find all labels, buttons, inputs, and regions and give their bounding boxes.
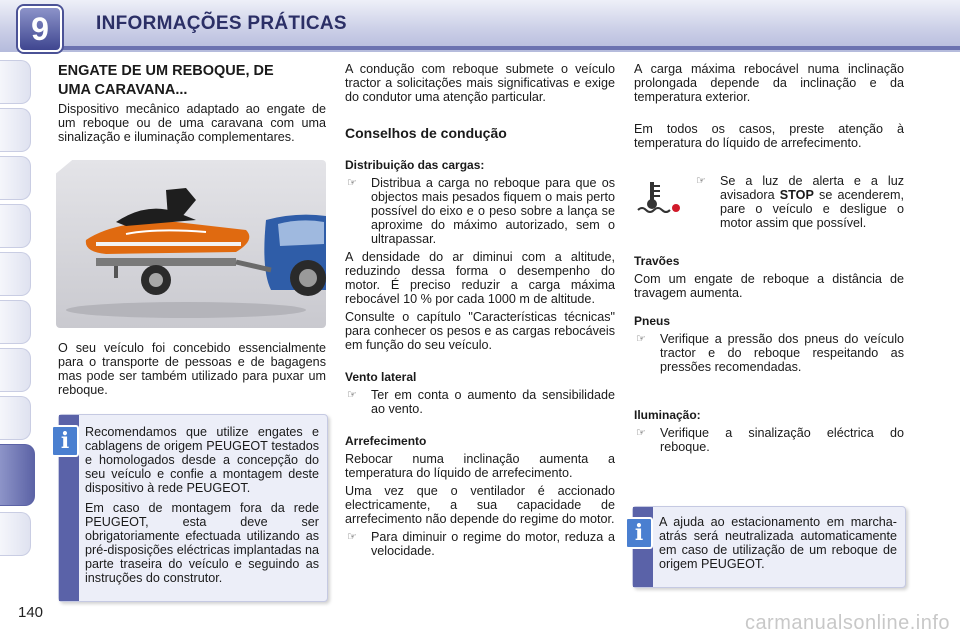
warning-bullet	[694, 174, 904, 230]
cooling-paragraph-2: Uma vez que o ventilador é accionado electricamente, a sua capacidade de arrefecimento não depende do regime do motor.	[345, 484, 615, 526]
bullet-text: Distribua a carga no reboque para que os objectos mais pesados fiquem o mais perto possível do eixo e o peso sobre a lança se aproxime do máximo autorizado, sem o ultrapassar.	[371, 176, 615, 246]
right-column-lower	[634, 254, 904, 454]
page-title: INFORMAÇÕES PRÁTICAS	[96, 13, 347, 34]
middle-intro: A condução com reboque submete o veículo tractor a solicitações mais significativas e exige do condutor uma atenção particular.	[345, 62, 615, 104]
info-paragraph-1: Recomendamos que utilize engates e cablagens de origem PEUGEOT testados e homologados desde a concepção do seu veículo e confie a montagem deste dispositivo à rede PEUGEOT.	[85, 425, 319, 495]
chapter-tab[interactable]	[0, 156, 31, 200]
cooling-bullet	[345, 530, 615, 558]
warning-text-after: se acenderem, pare o veículo e desligue o motor assim que possível.	[720, 188, 904, 230]
chapter-tab[interactable]	[0, 108, 31, 152]
section-subtitle: Conselhos de condução	[345, 125, 507, 141]
right-column	[634, 62, 904, 150]
tyres-title: Pneus	[634, 314, 671, 328]
chapter-tab[interactable]	[0, 204, 31, 248]
warning-bullet-block	[694, 174, 904, 230]
chapter-tab-active[interactable]	[0, 444, 35, 506]
brakes-paragraph: Com um engate de reboque a distância de travagem aumenta.	[634, 272, 904, 300]
chapter-tab[interactable]	[0, 348, 31, 392]
header-rule	[40, 46, 960, 50]
info-paragraph: A ajuda ao estacionamento em marcha-atrás será neutralizada automaticamente em caso de utilização de um reboque de origem PEUGEOT.	[659, 515, 897, 571]
chapter-tab[interactable]	[0, 252, 31, 296]
chapter-tab[interactable]	[0, 300, 31, 344]
bullet-text	[720, 174, 904, 230]
pointing-hand-icon: ☞	[347, 531, 357, 543]
info-box-text	[85, 425, 319, 591]
chapter-tab[interactable]	[0, 60, 31, 104]
watermark-url: carmanualsonline.info	[744, 612, 950, 634]
coolant-temperature-warning-icon	[636, 180, 684, 218]
pointing-hand-icon: ☞	[347, 389, 357, 401]
chapter-tabs	[0, 60, 34, 640]
info-icon: i	[625, 517, 653, 549]
chapter-badge: 9	[18, 6, 62, 52]
lighting-title: Iluminação:	[634, 408, 701, 422]
heading-line-1: ENGATE DE UM REBOQUE, DE	[58, 63, 274, 79]
density-paragraph: A densidade do ar diminui com a altitude, reduzindo dessa forma o desempenho do motor. É preciso reduzir a carga máxima rebocável 10 % por cada 1000 m de altitude.	[345, 250, 615, 306]
bullet-text: Ter em conta o aumento da sensibilidade ao vento.	[371, 388, 615, 416]
chapter-tab[interactable]	[0, 512, 31, 556]
info-box-left	[58, 414, 328, 602]
pointing-hand-icon: ☞	[347, 177, 357, 189]
info-box-text	[659, 515, 897, 577]
warning-text-before: Se a luz de alerta e a luz avisadora	[720, 174, 904, 202]
pointing-hand-icon: ☞	[636, 333, 646, 345]
chapter-tab[interactable]	[0, 396, 31, 440]
bullet-text: Verifique a sinalização eléctrica do reboque.	[660, 426, 904, 454]
left-column	[58, 62, 326, 144]
middle-column	[345, 62, 615, 558]
pointing-hand-icon: ☞	[636, 427, 646, 439]
bullet-text: Para diminuir o regime do motor, reduza a velocidade.	[371, 530, 615, 558]
distribution-title: Distribuição das cargas:	[345, 158, 485, 172]
attention-paragraph: Em todos os casos, preste atenção à temperatura do líquido de arrefecimento.	[634, 122, 904, 150]
towing-illustration	[56, 160, 326, 328]
page-number: 140	[18, 604, 44, 621]
info-icon: i	[51, 425, 79, 457]
stop-label: STOP	[779, 188, 814, 202]
intro-paragraph: Dispositivo mecânico adaptado ao engate de um reboque ou de uma caravana com uma sinalização e iluminação complementares.	[58, 102, 326, 144]
info-paragraph-2: Em caso de montagem fora da rede PEUGEOT, esta deve ser obrigatoriamente efectuada utilizando as pré-disposições eléctricas implantadas na parte traseira do veículo e seguindo as instruções do construtor.	[85, 501, 319, 585]
cooling-title: Arrefecimento	[345, 434, 427, 448]
tyres-bullet	[634, 332, 904, 374]
left-column-bottom	[58, 341, 326, 397]
wind-bullet	[345, 388, 615, 416]
heading-line-2: UMA CARAVANA...	[58, 82, 188, 98]
section-heading	[58, 62, 326, 100]
brakes-title: Travões	[634, 254, 680, 268]
jetski-trailer-image	[56, 160, 326, 328]
consult-paragraph: Consulte o capítulo "Características técnicas" para conhecer os pesos e as cargas rebocáveis em função do seu veículo.	[345, 310, 615, 352]
cooling-paragraph-1: Rebocar numa inclinação aumenta a temperatura do líquido de arrefecimento.	[345, 452, 615, 480]
bullet-text: Verifique a pressão dos pneus do veículo tractor e do reboque respeitando as pressões recomendadas.	[660, 332, 904, 374]
max-load-paragraph: A carga máxima rebocável numa inclinação prolongada depende da inclinação e da temperatura exterior.	[634, 62, 904, 104]
pointing-hand-icon: ☞	[696, 175, 706, 187]
wind-title: Vento lateral	[345, 370, 417, 384]
lighting-bullet	[634, 426, 904, 454]
distribution-bullet	[345, 176, 615, 246]
info-box-right	[632, 506, 906, 588]
after-image-paragraph: O seu veículo foi concebido essencialmente para o transporte de pessoas e de bagagens mas pode ser também utilizado para puxar um reboque.	[58, 341, 326, 397]
